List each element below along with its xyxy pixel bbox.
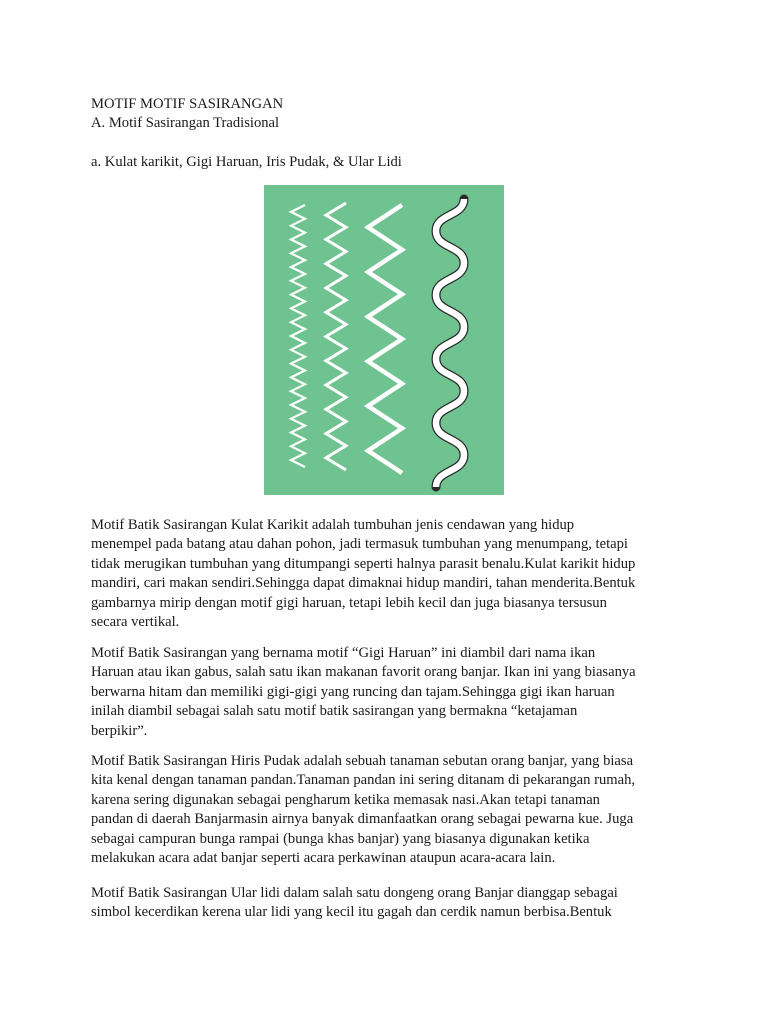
paragraph-line: Haruan atau ikan gabus, salah satu ikan makanan favorit orang banjar. Ikan ini yang biasanya: [91, 664, 636, 681]
paragraph-kulat-karikit: [91, 516, 691, 632]
motif-svg: [264, 185, 504, 495]
paragraph-ular-lidi: [91, 884, 691, 923]
paragraph-line: Motif Batik Sasirangan Hiris Pudak adalah sebuah tanaman sebutan orang banjar, yang biasa: [91, 753, 634, 769]
paragraph-gigi-haruan: [91, 644, 691, 741]
paragraph-line: simbol kecerdikan kerena ular lidi yang kecil itu gagah dan cerdik namun berbisa.Bentuk: [91, 904, 612, 921]
motif-illustration: [264, 185, 504, 495]
paragraph-hiris-pudak: [91, 752, 691, 868]
paragraph-line: karena sering digunakan sebagai pengharum ketika memasak nasi.Akan tetapi tanaman: [91, 791, 600, 808]
paragraph-line: Motif Batik Sasirangan yang bernama motif “Gigi Haruan” ini diambil dari nama ikan: [91, 645, 596, 661]
paragraph-line: inilah diambil sebagai salah satu motif batik sasirangan yang bermakna “ketajaman: [91, 703, 578, 720]
document-title: MOTIF MOTIF SASIRANGAN: [91, 96, 284, 112]
paragraph-line: berpikir”.: [91, 722, 148, 739]
paragraph-line: Motif Batik Sasirangan Kulat Karikit adalah tumbuhan jenis cendawan yang hidup: [91, 517, 575, 533]
subsection-heading: a. Kulat karikit, Gigi Haruan, Iris Pudak, & Ular Lidi: [91, 154, 402, 170]
paragraph-line: tidak merugikan tumbuhan yang ditumpangi seperti halnya parasit benalu.Kulat karikit hidup: [91, 555, 636, 572]
paragraph-line: menempel pada batang atau dahan pohon, jadi termasuk tumbuhan yang menumpang, tetapi: [91, 536, 628, 553]
paragraph-line: sebagai campuran bunga rampai (bunga khas banjar) yang biasanya digunakan ketika: [91, 830, 590, 847]
paragraph-line: Motif Batik Sasirangan Ular lidi dalam salah satu dongeng orang Banjar dianggap sebagai: [91, 885, 618, 901]
paragraph-line: kita kenal dengan tanaman pandan.Tanaman pandan ini sering ditanam di pekarangan rumah,: [91, 772, 636, 789]
paragraph-line: mandiri, cari makan sendiri.Sehingga dapat dimaknai hidup mandiri, tahan menderita.Bentuk: [91, 575, 636, 592]
paragraph-line: melakukan acara adat banjar seperti acara perkawinan ataupun acara-acara lain.: [91, 850, 556, 867]
paragraph-line: berwarna hitam dan memiliki gigi-gigi yang runcing dan tajam.Sehingga gigi ikan haruan: [91, 683, 615, 700]
section-heading: A. Motif Sasirangan Tradisional: [91, 115, 280, 131]
paragraph-line: gambarnya mirip dengan motif gigi haruan, tetapi lebih kecil dan juga biasanya tersusun: [91, 594, 607, 611]
paragraph-line: pandan di daerah Banjarmasin airnya banyak dimanfaatkan orang sebagai pewarna kue. Juga: [91, 811, 634, 828]
paragraph-line: secara vertikal.: [91, 614, 180, 631]
